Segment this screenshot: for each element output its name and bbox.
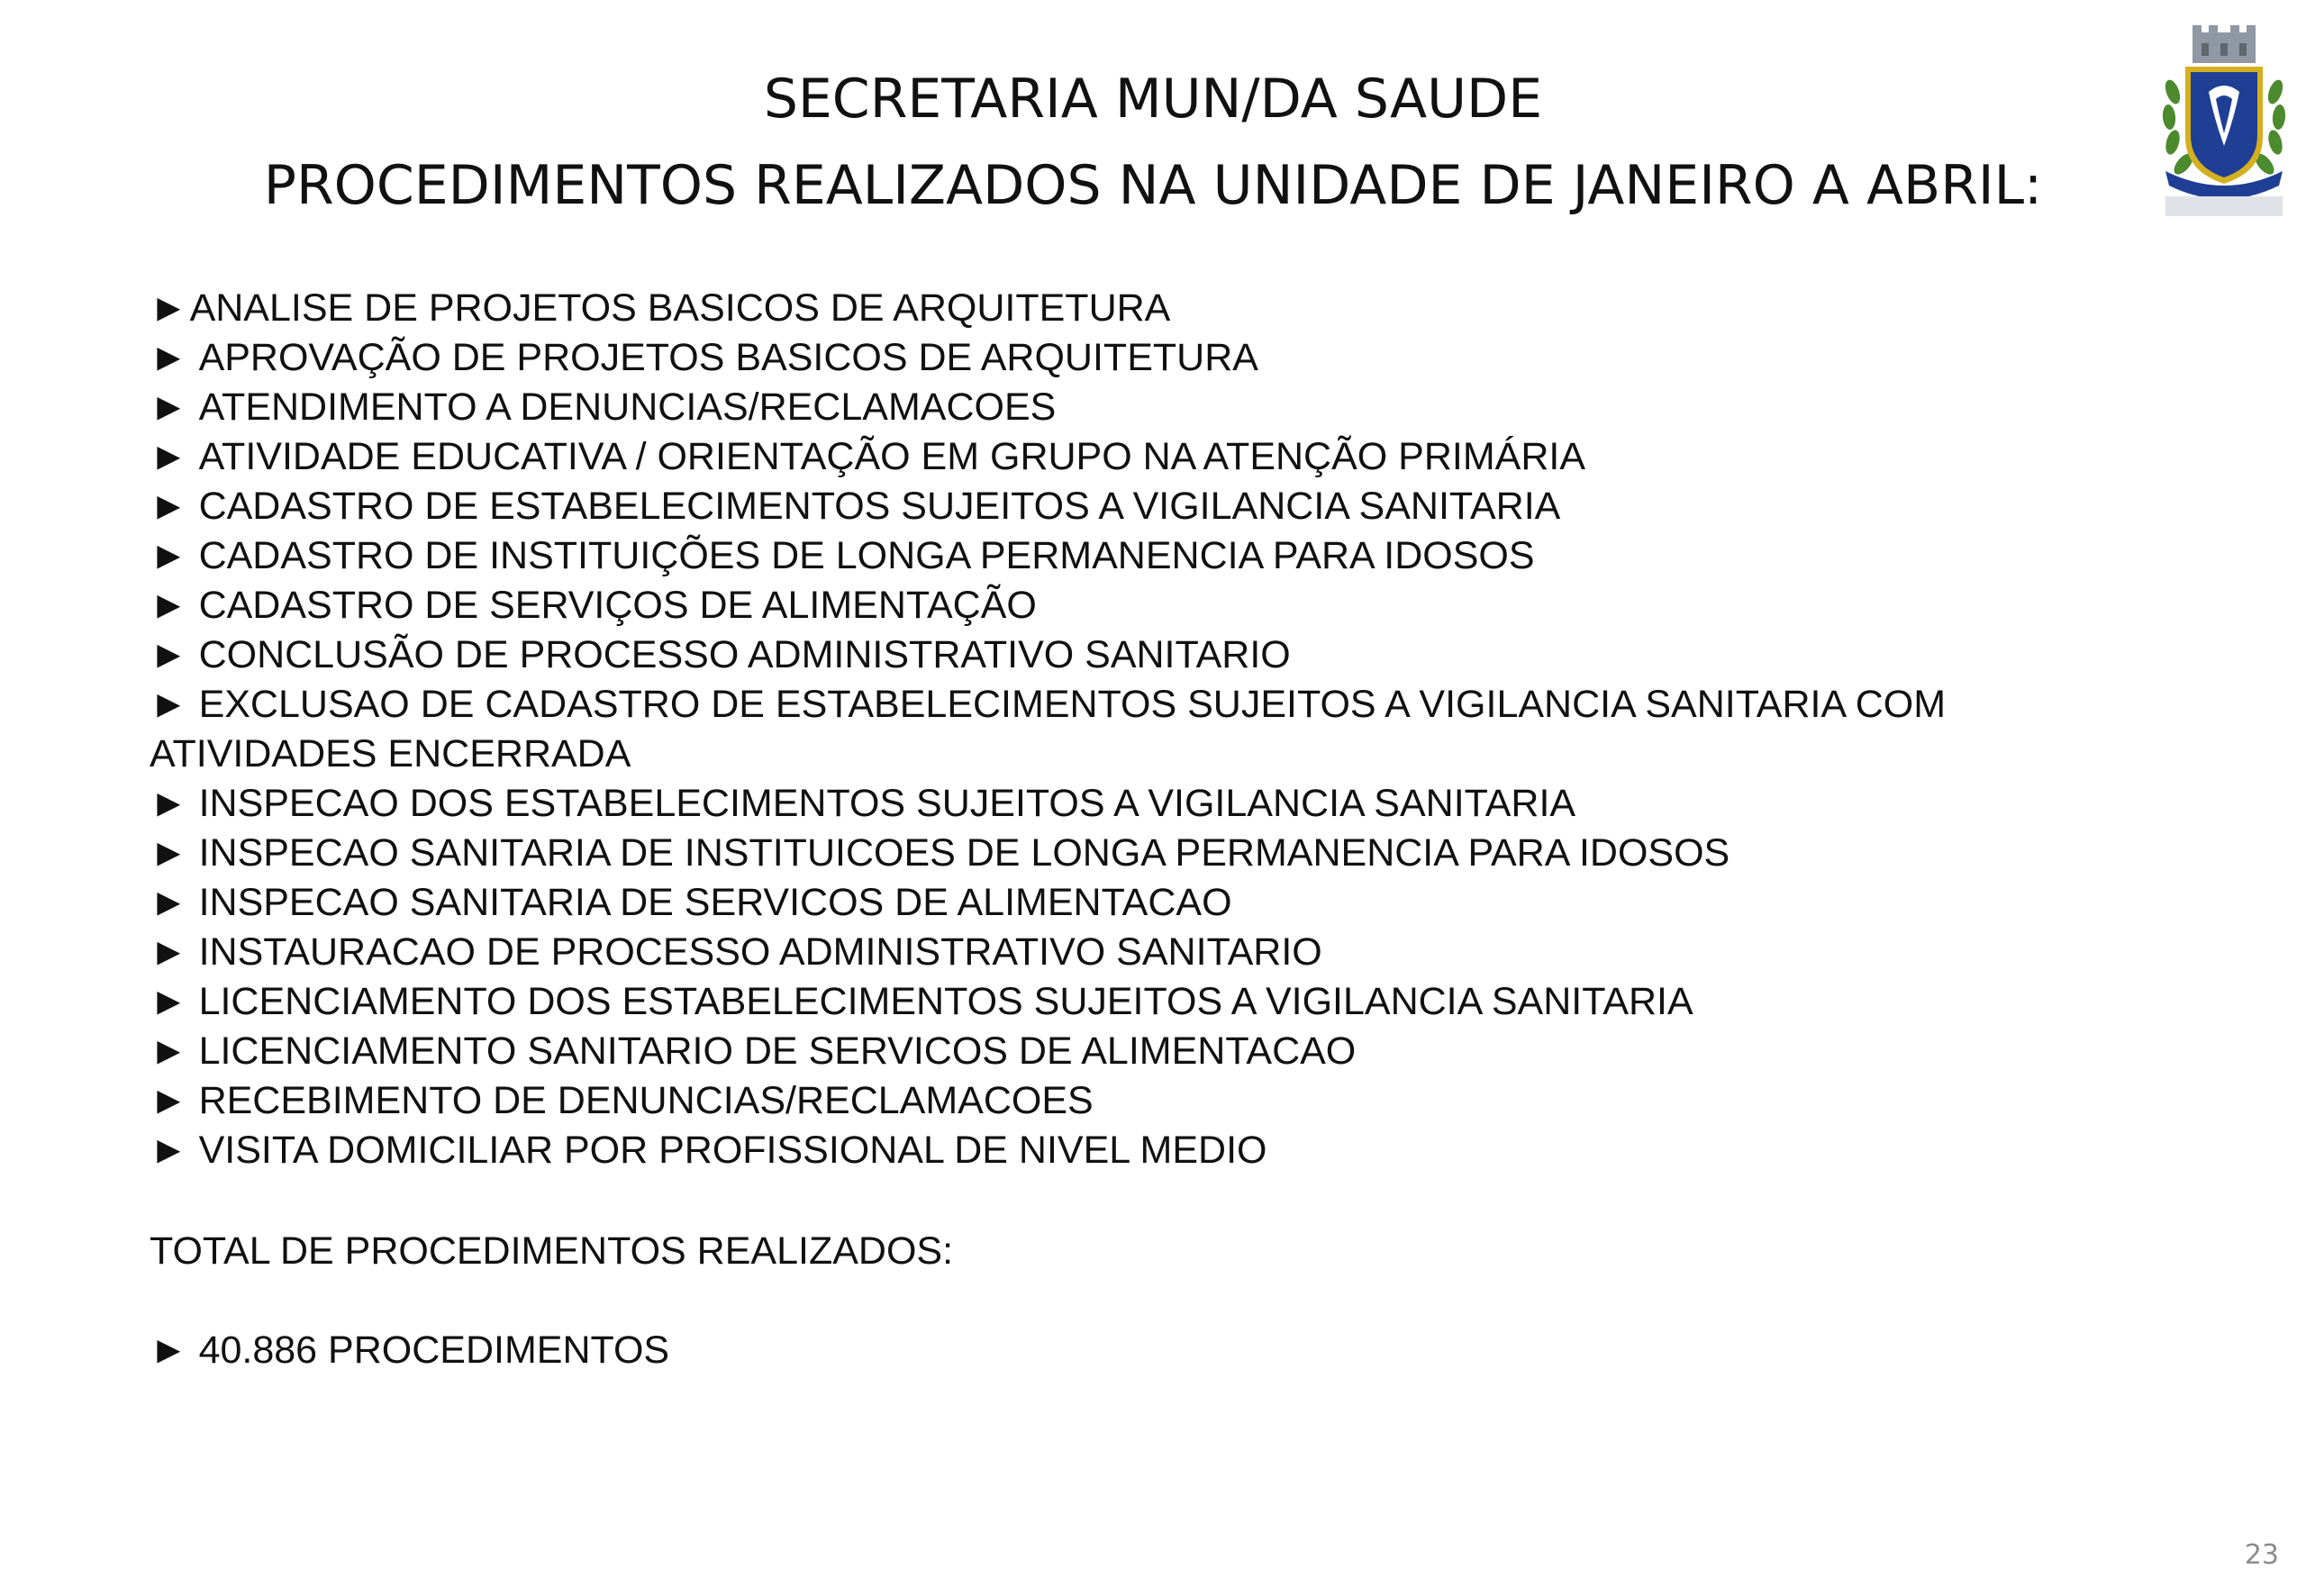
list-item [150,779,2221,829]
list-item-label: INSPECAO SANITARIA DE SERVICOS DE ALIMENTACAO [198,881,1232,924]
bullet-arrow-icon: ► [150,286,188,330]
list-item-label: CADASTRO DE SERVIÇOS DE ALIMENTAÇÃO [198,584,1037,627]
bullet-arrow-icon: ► [150,534,188,577]
procedure-list [150,284,2221,1175]
bullet-arrow-icon: ► [150,633,188,676]
list-item [150,977,2221,1027]
list-item-label: LICENCIAMENTO SANITARIO DE SERVICOS DE ALIMENTACAO [198,1029,1357,1073]
title-line-1: SECRETARIA MUN/DA SAUDE [763,68,1543,131]
bullet-arrow-icon: ► [150,1129,188,1172]
list-item [150,680,2095,779]
list-item-label: INSTAURACAO DE PROCESSO ADMINISTRATIVO SANITARIO [198,930,1322,974]
list-item [150,284,2221,333]
list-item-label: RECEBIMENTO DE DENUNCIAS/RECLAMACOES [198,1079,1094,1122]
bullet-arrow-icon: ► [150,435,188,478]
slide-title [0,56,2306,229]
bullet-arrow-icon: ► [150,980,188,1023]
bullet-arrow-icon: ► [150,1079,188,1122]
list-item [150,829,2221,878]
list-item-label: LICENCIAMENTO DOS ESTABELECIMENTOS SUJEITOS A VIGILANCIA SANITARIA [198,980,1693,1023]
title-line-2: PROCEDIMENTOS REALIZADOS NA UNIDADE DE JANEIRO A ABRIL: [263,154,2043,217]
list-item-label: CONCLUSÃO DE PROCESSO ADMINISTRATIVO SANITARIO [198,633,1291,676]
bullet-arrow-icon: ► [150,1328,188,1372]
bullet-arrow-icon: ► [150,336,188,379]
list-item-label: INSPECAO DOS ESTABELECIMENTOS SUJEITOS A VIGILANCIA SANITARIA [198,782,1576,825]
list-item [150,928,2221,977]
list-item [150,482,2221,531]
bullet-arrow-icon: ► [150,683,188,726]
list-item-label: APROVAÇÃO DE PROJETOS BASICOS DE ARQUITETURA [198,336,1258,379]
list-item [150,581,2221,630]
bullet-arrow-icon: ► [150,584,188,627]
page-number: 23 [2244,1539,2279,1571]
list-item-label: CADASTRO DE ESTABELECIMENTOS SUJEITOS A VIGILANCIA SANITARIA [198,485,1561,528]
list-item-label: ANALISE DE PROJETOS BASICOS DE ARQUITETURA [189,286,1171,330]
list-item [150,878,2221,928]
list-item-label: ATENDIMENTO A DENUNCIAS/RECLAMACOES [198,385,1057,429]
total-value [150,1326,669,1375]
list-item [150,333,2221,383]
list-item-label: CADASTRO DE INSTITUIÇÕES DE LONGA PERMANENCIA PARA IDOSOS [198,534,1535,577]
total-label: TOTAL DE PROCEDIMENTOS REALIZADOS: [150,1229,954,1273]
bullet-arrow-icon: ► [150,485,188,528]
list-item-label: EXCLUSAO DE CADASTRO DE ESTABELECIMENTOS SUJEITOS A VIGILANCIA SANITARIA COM ATIVIDADES ENCERRADA [150,683,1947,775]
bullet-arrow-icon: ► [150,385,188,429]
list-item [150,531,2221,581]
total-count: 40.886 PROCEDIMENTOS [198,1328,670,1372]
shield-icon [2185,67,2263,184]
list-item [150,630,2221,680]
crown-icon [2193,25,2256,63]
list-item-label: ATIVIDADE EDUCATIVA / ORIENTAÇÃO EM GRUPO NA ATENÇÃO PRIMÁRIA [198,435,1586,478]
bullet-arrow-icon: ► [150,782,188,825]
bullet-arrow-icon: ► [150,831,188,875]
list-item [150,1027,2221,1076]
bullet-arrow-icon: ► [150,930,188,974]
list-item [150,1126,2221,1175]
bullet-arrow-icon: ► [150,1029,188,1073]
list-item-label: VISITA DOMICILIAR POR PROFISSIONAL DE NIVEL MEDIO [198,1129,1267,1172]
coat-of-arms-icon [2158,20,2290,218]
list-item [150,432,2221,482]
list-item [150,383,2221,432]
list-item-label: INSPECAO SANITARIA DE INSTITUICOES DE LONGA PERMANENCIA PARA IDOSOS [198,831,1730,875]
list-item [150,1076,2221,1126]
bullet-arrow-icon: ► [150,881,188,924]
